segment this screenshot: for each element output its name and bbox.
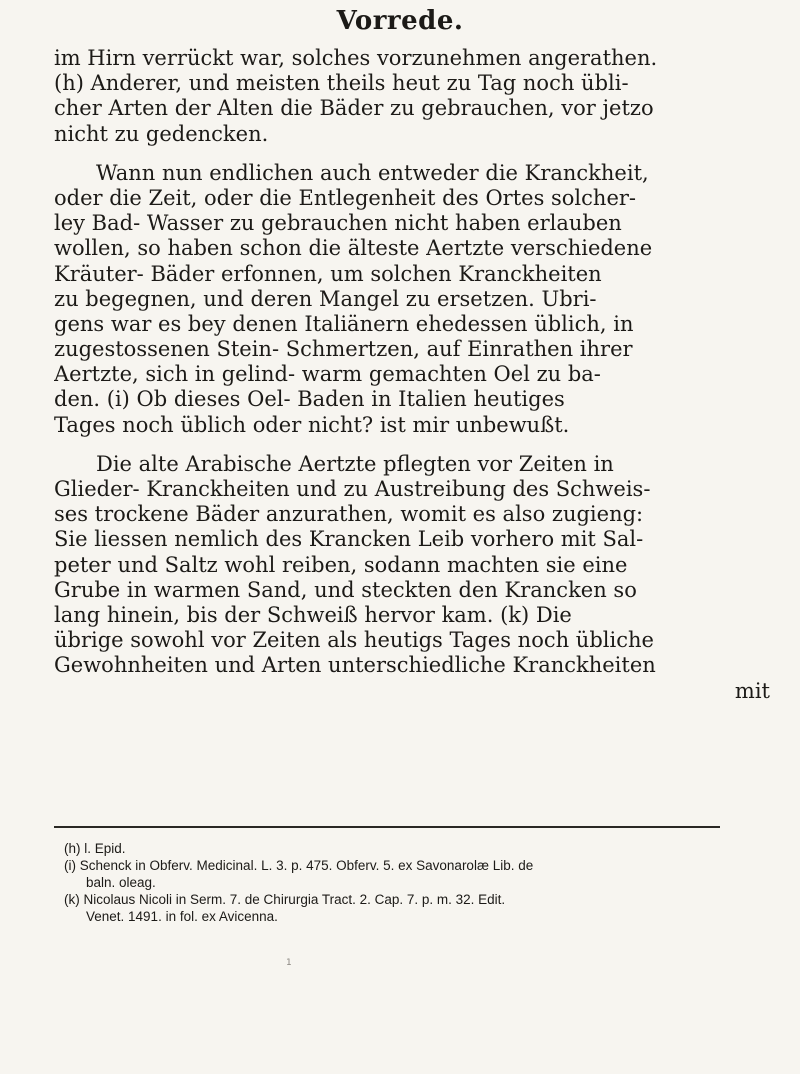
text-line: im Hirn verrückt war, solches vorzunehmen angerathen.: [54, 46, 658, 70]
page-mark: 1: [286, 958, 292, 968]
text-line: den. (i) Ob dieses Oel- Baden in Italien heutiges: [54, 387, 565, 412]
text-line: gens war es bey denen Italiänern ehedessen üblich, in: [54, 311, 634, 336]
text-line: Sie liessen nemlich des Krancken Leib vorhero mit Sal-: [54, 527, 644, 552]
text-line: zugestossenen Stein- Schmertzen, auf Einrathen ihrer: [54, 337, 633, 362]
footnote-line: baln. oleag.: [86, 875, 156, 890]
text-line: oder die Zeit, oder die Entlegenheit des Ortes solcher-: [54, 185, 637, 210]
text-line: Grube in warmen Sand, und steckten den Krancken so: [54, 577, 637, 602]
footnote-line: (h) l. Epid.: [64, 841, 126, 856]
footnote-line: (k) Nicolaus Nicoli in Serm. 7. de Chirurgia Tract. 2. Cap. 7. p. m. 32. Edit.: [64, 892, 506, 907]
text-line: übrige sowohl vor Zeiten als heutigs Tages noch übliche: [54, 628, 654, 653]
text-line: (h) Anderer, und meisten theils heut zu Tag noch übli-: [54, 71, 629, 96]
text-line: ley Bad- Wasser zu gebrauchen nicht haben erlauben: [54, 211, 622, 236]
main-text: [54, 46, 776, 704]
text-line: Aertzte, sich in gelind- warm gemachten Oel zu ba-: [54, 362, 601, 387]
footnotes: [64, 840, 776, 925]
footnote-line: (i) Schenck in Obferv. Medicinal. L. 3. p. 475. Obferv. 5. ex Savonarolæ Lib. de: [64, 858, 534, 873]
catchword: mit: [734, 678, 770, 703]
text-line: nicht zu gedencken.: [54, 121, 269, 146]
text-line: Gewohnheiten und Arten unterschiedliche Kranckheiten: [54, 653, 656, 678]
running-header: Vorrede.: [336, 6, 464, 36]
text-line: ses trockene Bäder anzurathen, womit es also zugieng:: [54, 502, 644, 527]
text-line: peter und Saltz wohl reiben, sodann machten sie eine: [54, 552, 628, 577]
footnote-line: Venet. 1491. in fol. ex Avicenna.: [86, 909, 278, 924]
footnote-divider: [54, 826, 720, 828]
paragraph-gap: [54, 147, 776, 161]
text-line: Tages noch üblich oder nicht? ist mir unbewußt.: [54, 412, 570, 437]
text-line: cher Arten der Alten die Bäder zu gebrauchen, vor jetzo: [54, 96, 654, 121]
text-line: Kräuter- Bäder erfonnen, um solchen Kranckheiten: [54, 261, 602, 286]
text-line: lang hinein, bis der Schweiß hervor kam. (k) Die: [54, 602, 572, 627]
text-line: zu begegnen, und deren Mangel zu ersetzen. Ubri-: [54, 286, 597, 311]
paragraph-gap: [54, 438, 776, 452]
text-line: Wann nun endlichen auch entweder die Kranckheit,: [96, 160, 649, 185]
text-line: Glieder- Kranckheiten und zu Austreibung des Schweis-: [54, 477, 651, 501]
text-line: Die alte Arabische Aertzte pflegten vor Zeiten in: [96, 451, 614, 476]
text-line: wollen, so haben schon die älteste Aertzte verschiedene: [54, 236, 653, 261]
